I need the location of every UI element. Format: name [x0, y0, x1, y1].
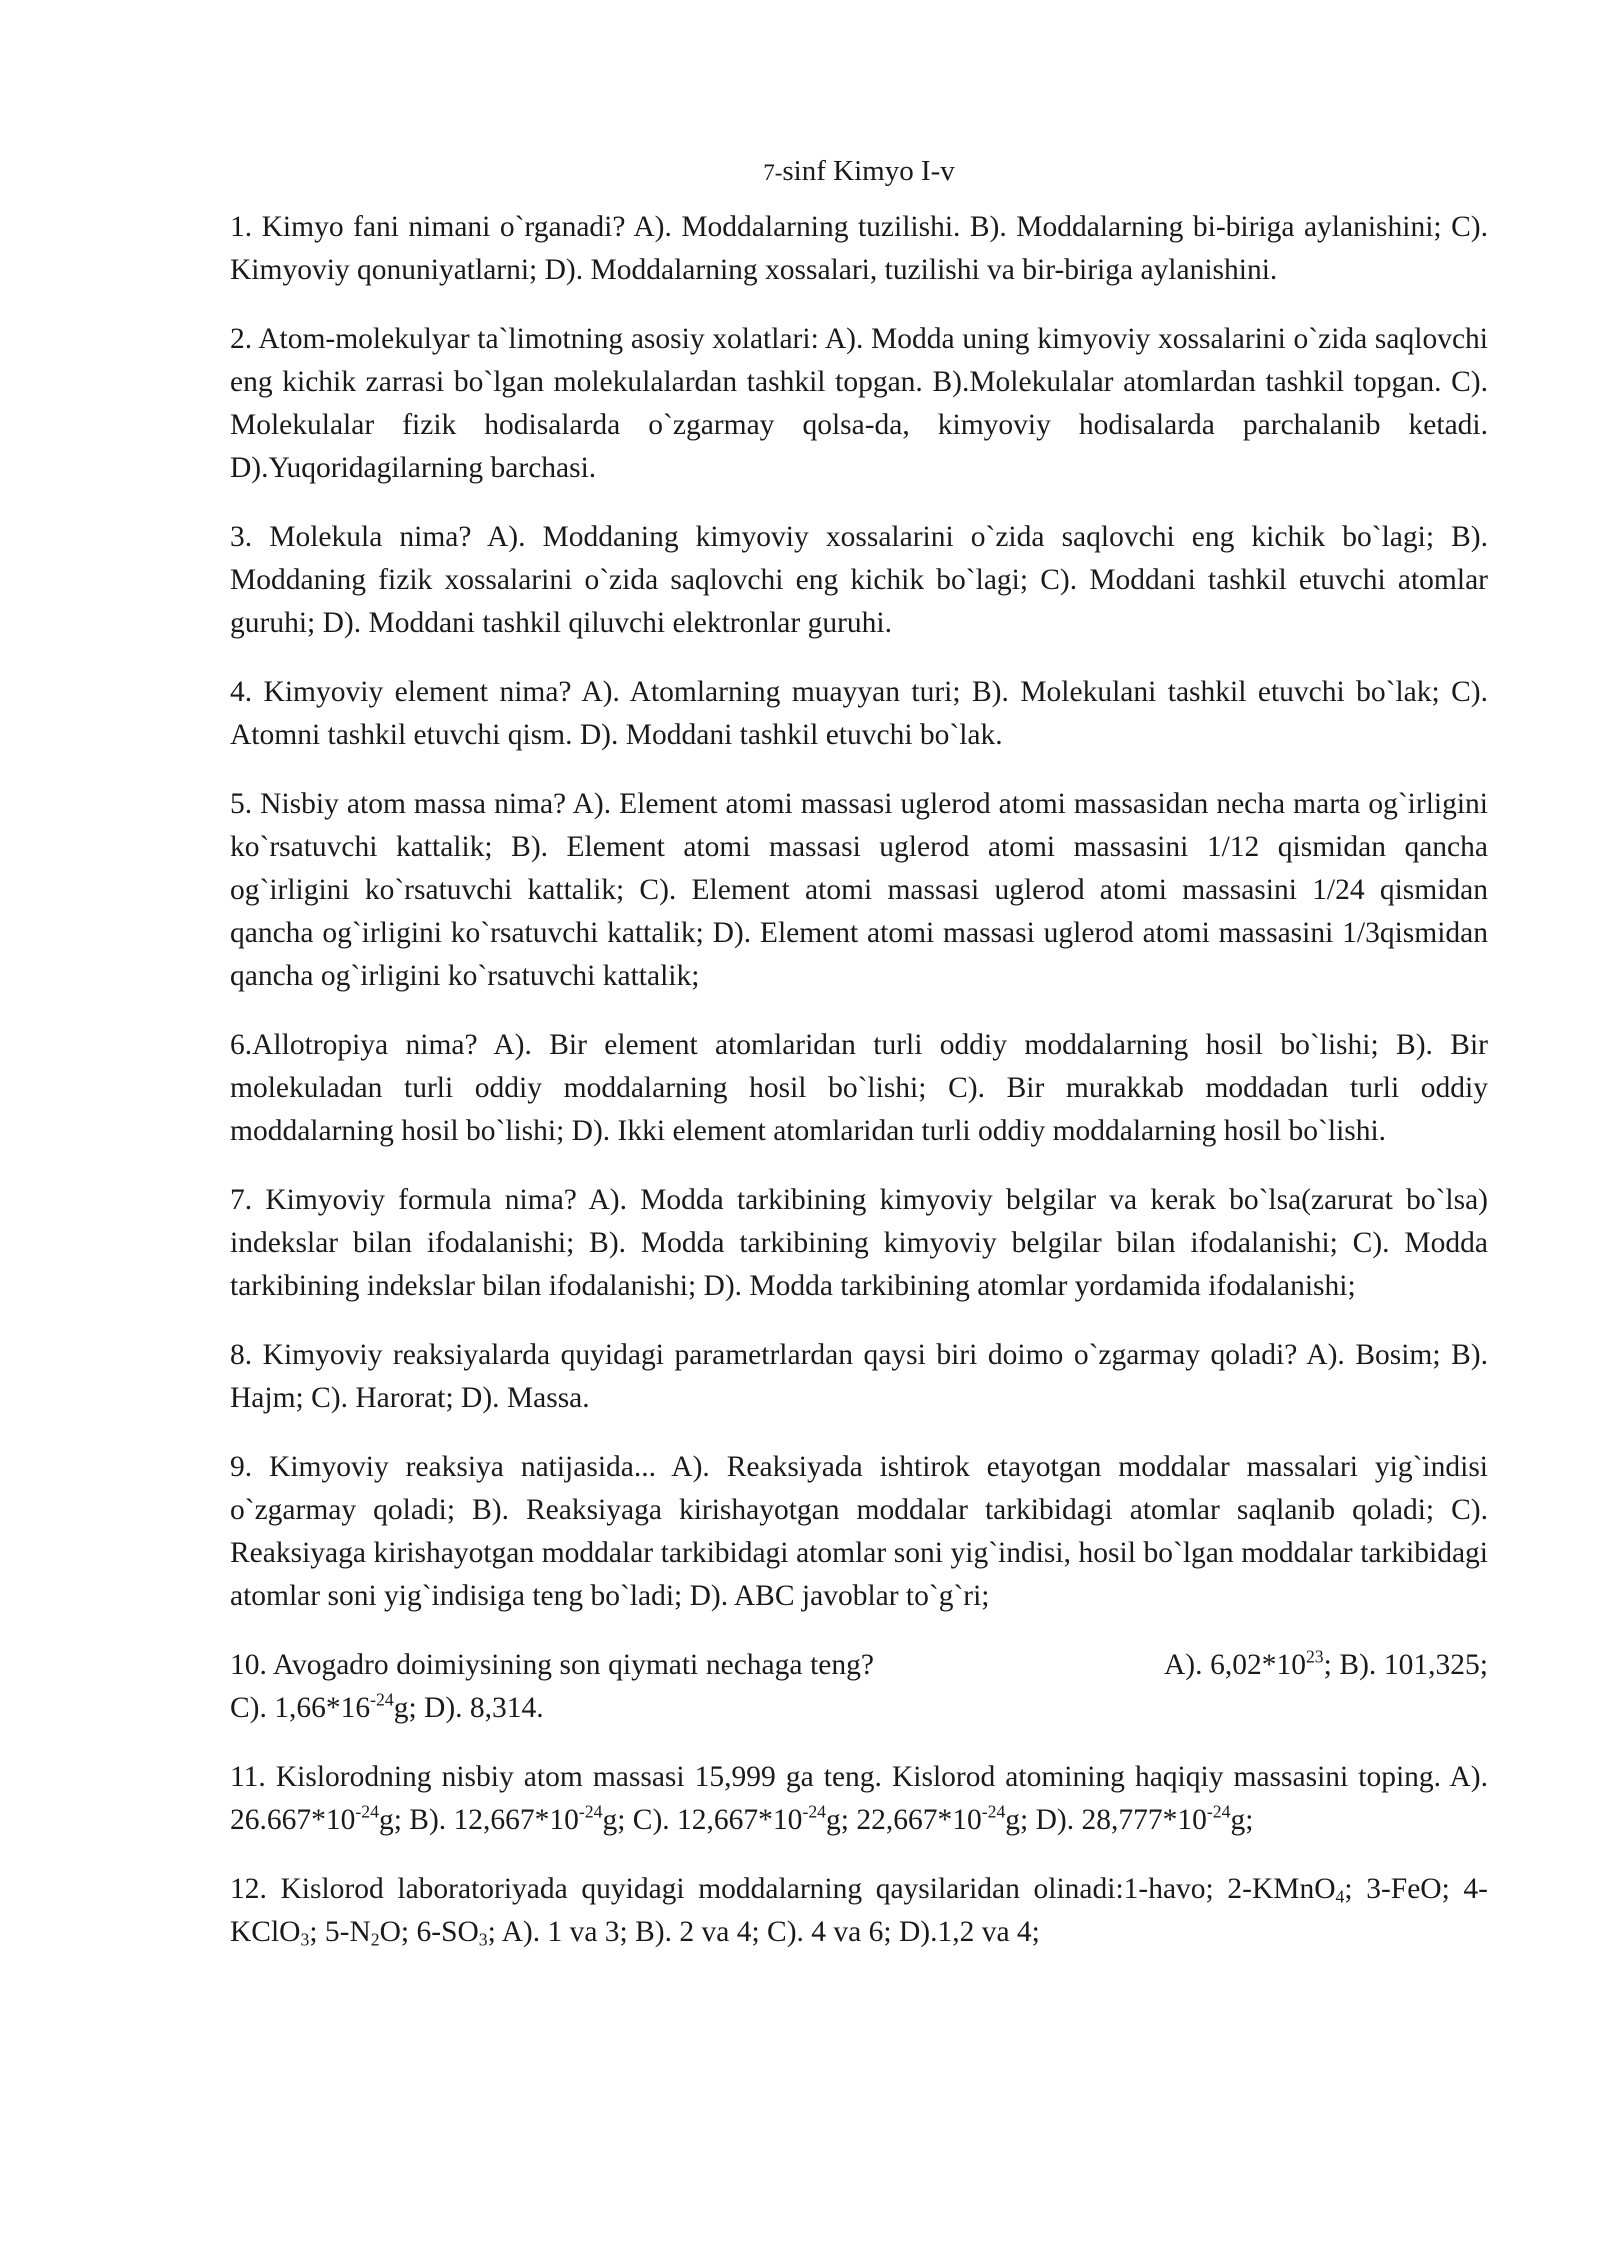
- question-10: [230, 1644, 1488, 1730]
- question-10-exp-a: 23: [1305, 1646, 1324, 1667]
- question-12-text: 12. Kislorod laboratoriyada quyidagi moddalarning qaysilaridan olinadi:1-havo; 2-KMnO: [230, 1873, 1336, 1905]
- question-11-unit: g;: [1230, 1804, 1254, 1836]
- page-title: [230, 150, 1488, 194]
- question-11-exp-2: -24: [578, 1801, 603, 1822]
- question-12: [230, 1868, 1488, 1954]
- question-11-exp-3: -24: [802, 1801, 827, 1822]
- question-10-option-a: A). 6,02*10: [1163, 1649, 1306, 1681]
- question-11-option-d: g; D). 28,777*10: [1005, 1804, 1207, 1836]
- question-3: 3. Molekula nima? A). Moddaning kimyoviy xossalarini o`zida saqlovchi eng kichik bo`lagi; B). Moddaning fizik xossalarini o`zida saqlovchi eng kichik bo`lagi; C). Moddani tashkil etuvchi atomlar guruhi; D). Moddani tashkil qiluvchi elektronlar guruhi.: [230, 521, 1488, 639]
- question-11-option-b: g; B). 12,667*10: [378, 1804, 579, 1836]
- question-5: 5. Nisbiy atom massa nima? A). Element atomi massasi uglerod atomi massasidan necha marta og`irligini ko`rsatuvchi kattalik; B). Element atomi massasi uglerod atomi massasini 1/12 qismidan qancha og`irligini ko`rsatuvchi kattalik; C). Element atomi massasi uglerod atomi massasini 1/24 qismidan qancha og`irligini ko`rsatuvchi kattalik; D). Element atomi massasi uglerod atomi massasini 1/3qismidan qancha og`irligini ko`rsatuvchi kattalik;: [230, 788, 1488, 992]
- question-11-option-c: g; C). 12,667*10: [602, 1804, 803, 1836]
- question-12-part-3: ; 5-N: [309, 1916, 371, 1948]
- question-9: 9. Kimyoviy reaksiya natijasida... A). Reaksiyada ishtirok etayotgan moddalar massalari yig`indisi o`zgarmay qoladi; B). Reaksiyaga kirishayotgan moddalar tarkibidagi atomlar saqlanib qoladi; C). Reaksiyaga kirishayotgan moddalar tarkibidagi atomlar soni yig`indisi, hosil bo`lgan moddalar tarkibidagi atomlar soni yig`indisiga teng bo`ladi; D). ABC javoblar to`g`ri;: [230, 1451, 1488, 1612]
- question-12-part-4: O; 6-SO: [379, 1916, 479, 1948]
- question-7: 7. Kimyoviy formula nima? A). Modda tarkibining kimyoviy belgilar va kerak bo`lsa(zarurat bo`lsa) indekslar bilan ifodalanishi; B). Modda tarkibining kimyoviy belgilar bilan ifodalanishi; C). Modda tarkibining indekslar bilan ifodalanishi; D). Modda tarkibining atomlar yordamida ifodalanishi;: [230, 1184, 1488, 1302]
- question-10-text: 10. Avogadro doimiysining son qiymati nechaga teng?: [230, 1649, 874, 1681]
- question-8: 8. Kimyoviy reaksiyalarda quyidagi parametrlardan qaysi biri doimo o`zgarmay qoladi? A). Bosim; B). Hajm; C). Harorat; D). Massa.: [230, 1339, 1488, 1414]
- question-11-text: 11. Kislorodning nisbiy atom massasi 15,999 ga teng. Kislorod atomining haqiqiy massasini toping. A). 26.667*10: [230, 1761, 1488, 1836]
- question-11-exp-4: -24: [981, 1801, 1006, 1822]
- question-11-exp-5: -24: [1206, 1801, 1231, 1822]
- question-12-sub-2: 3: [300, 1929, 310, 1950]
- title-grade: 7-: [763, 160, 783, 185]
- question-12-options: ; A). 1 va 3; B). 2 va 4; C). 4 va 6; D).1,2 va 4;: [487, 1916, 1040, 1948]
- question-11-exp-1: -24: [355, 1801, 379, 1822]
- question-12-part-2: ; 3-FeO; 4-KClO: [230, 1873, 1488, 1948]
- question-12-sub-3: 2: [370, 1929, 380, 1950]
- question-1: 1. Kimyo fani nimani o`rganadi? A). Moddalarning tuzilishi. B). Moddalarning bi-biriga aylanishini; C). Kimyoviy qonuniyatlarni; D). Moddalarning xossalari, tuzilishi va bir-biriga aylanishini.: [230, 211, 1488, 286]
- question-10-options-bc: ; B). 101,325; C). 1,66*16: [230, 1649, 1488, 1724]
- question-12-sub-1: 4: [1335, 1886, 1345, 1907]
- question-11-option-c2: g; 22,667*10: [826, 1804, 982, 1836]
- question-10-exp-c: -24: [370, 1689, 394, 1710]
- question-4: 4. Kimyoviy element nima? A). Atomlarning muayyan turi; B). Molekulani tashkil etuvchi bo`lak; C). Atomni tashkil etuvchi qism. D). Moddani tashkil etuvchi bo`lak.: [230, 676, 1488, 751]
- question-10-option-d: g; D). 8,314.: [393, 1692, 544, 1724]
- title-text: sinf Kimyo I-v: [782, 155, 955, 187]
- question-11: [230, 1756, 1488, 1842]
- question-6: 6.Allotropiya nima? A). Bir element atomlaridan turli oddiy moddalarning hosil bo`lishi; B). Bir molekuladan turli oddiy moddalarning hosil bo`lishi; C). Bir murakkab moddadan turli oddiy moddalarning hosil bo`lishi; D). Ikki element atomlaridan turli oddiy moddalarning hosil bo`lishi.: [230, 1029, 1488, 1147]
- document-page: [230, 150, 1488, 1980]
- question-12-sub-4: 3: [478, 1929, 488, 1950]
- question-2: 2. Atom-molekulyar ta`limotning asosiy xolatlari: A). Modda uning kimyoviy xossalarini o`zida saqlovchi eng kichik zarrasi bo`lgan molekulalardan tashkil topgan. B).Molekulalar atomlardan tashkil topgan. C). Molekulalar fizik hodisalarda o`zgarmay qolsa-da, kimyoviy hodisalarda parchalanib ketadi. D).Yuqoridagilarning barchasi.: [230, 323, 1488, 484]
